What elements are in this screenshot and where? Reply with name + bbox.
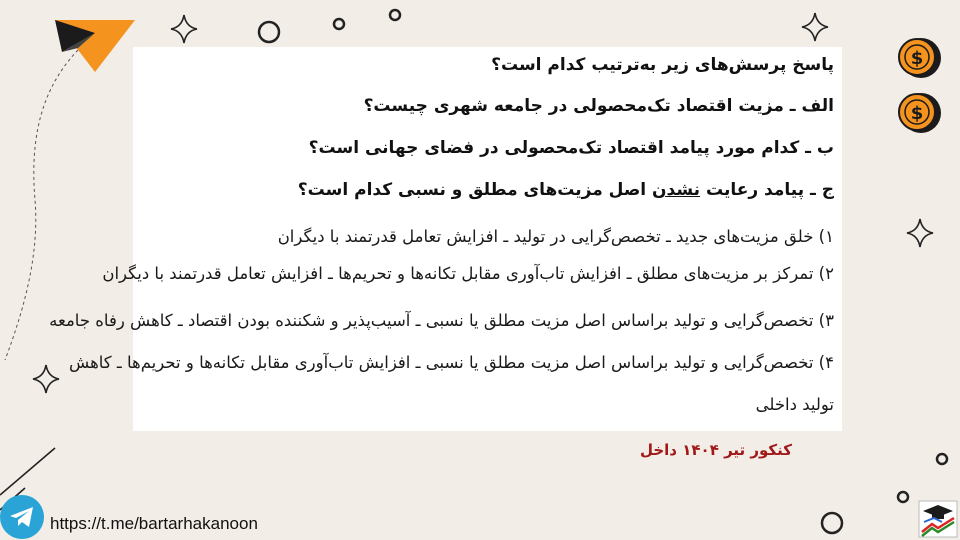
sparkle-icon xyxy=(802,13,828,41)
coin-symbol: $ xyxy=(910,103,924,124)
answer-option-3: ۳) تخصص‌گرایی و تولید براساس اصل مزیت مطلق یا نسبی ـ آسیب‌پذیر و شکننده بودن اقتصاد ـ کاهش رفاه جامعه xyxy=(49,311,834,330)
exam-source-caption: کنکور تیر ۱۴۰۴ داخل xyxy=(639,441,792,459)
question-part-alef: الف ـ مزیت اقتصاد تک‌محصولی در جامعه شهری چیست؟ xyxy=(363,96,834,116)
question-part-jim-end: اصل مزیت‌های مطلق و نسبی کدام است؟ xyxy=(297,180,653,200)
circle-icon xyxy=(937,454,947,464)
question-part-jim xyxy=(141,180,834,200)
circle-icon xyxy=(259,22,279,42)
sparkle-icon xyxy=(33,365,59,393)
question-panel xyxy=(49,47,842,431)
circle-icon xyxy=(334,19,344,29)
question-part-be: ب ـ کدام مورد پیامد اقتصاد تک‌محصولی در فضای جهانی است؟ xyxy=(308,138,834,158)
decorative-line xyxy=(0,448,55,495)
telegram-icon[interactable] xyxy=(0,494,46,540)
dollar-coin-icon xyxy=(895,34,947,82)
question-part-jim-start: ج ـ پیامد رعایت xyxy=(700,180,834,200)
underlined-word: نشدن xyxy=(652,180,701,200)
answer-option-4: ۴) تخصص‌گرایی و تولید براساس اصل مزیت مطلق یا نسبی ـ افزایش تاب‌آوری مقابل تکانه‌ها و تحریم‌ها ـ کاهش xyxy=(69,353,834,372)
circle-icon xyxy=(390,10,400,20)
logo-icon xyxy=(918,500,958,538)
answer-option-4-continued: تولید داخلی xyxy=(755,395,834,414)
sparkle-icon xyxy=(907,219,933,247)
paper-plane-icon xyxy=(55,20,135,72)
coin-symbol: $ xyxy=(910,48,924,69)
telegram-link[interactable]: https://t.me/bartarhakanoon xyxy=(50,514,258,533)
dollar-coin-icon xyxy=(895,89,947,137)
circle-icon xyxy=(822,513,842,533)
answer-option-2: ۲) تمرکز بر مزیت‌های مطلق ـ افزایش تاب‌آوری مقابل تکانه‌ها و تحریم‌ها ـ افزایش تعامل قدرتمند با دیگران xyxy=(102,264,834,283)
circle-icon xyxy=(898,492,908,502)
answer-option-1: ۱) خلق مزیت‌های جدید ـ تخصص‌گرایی در تولید ـ افزایش تعامل قدرتمند با دیگران xyxy=(277,227,834,246)
question-intro: پاسخ پرسش‌های زیر به‌ترتیب کدام است؟ xyxy=(491,55,834,75)
sparkle-icon xyxy=(171,15,197,43)
